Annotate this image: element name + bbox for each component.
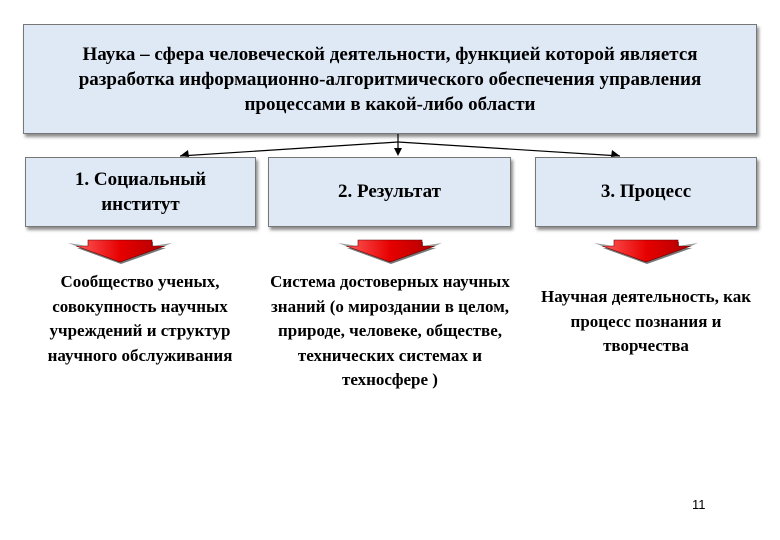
page-number: 11 xyxy=(692,497,706,512)
red-down-arrow-2 xyxy=(338,240,442,264)
category-box-result xyxy=(268,157,511,227)
category-box-social-institute xyxy=(25,157,256,227)
red-down-arrow-3 xyxy=(594,240,698,264)
category-label-2: 2. Результат xyxy=(338,181,441,202)
category-description-1: Сообщество ученых, совокупность научных учреждений и структур научного обслуживания xyxy=(47,272,233,365)
arrowhead-left xyxy=(180,150,189,157)
connector-lines xyxy=(180,134,620,156)
category-label-3: 3. Процесс xyxy=(600,181,692,202)
red-down-arrow-1 xyxy=(68,240,172,264)
category-description-2: Система достоверных научных знаний (о мироздании в целом, природе, человеке, обществе, технических системах и техносфере ) xyxy=(270,272,510,389)
connector-left xyxy=(180,142,398,156)
category-label-1: 1. Социальный институт xyxy=(74,169,207,215)
arrowhead-center xyxy=(394,148,402,156)
science-definition-text: Наука – сфера человеческой деятельности, функцией которой является разработка информационно-алгоритмического обеспечения управления процессами в какой-либо области xyxy=(78,43,702,115)
category-description-3: Научная деятельность, как процесс познания и творчества xyxy=(541,287,751,355)
science-definition-box xyxy=(23,24,757,134)
arrowhead-right xyxy=(611,150,620,157)
connector-right xyxy=(398,142,620,156)
category-box-process xyxy=(535,157,757,227)
connector-arrowheads xyxy=(180,148,620,157)
